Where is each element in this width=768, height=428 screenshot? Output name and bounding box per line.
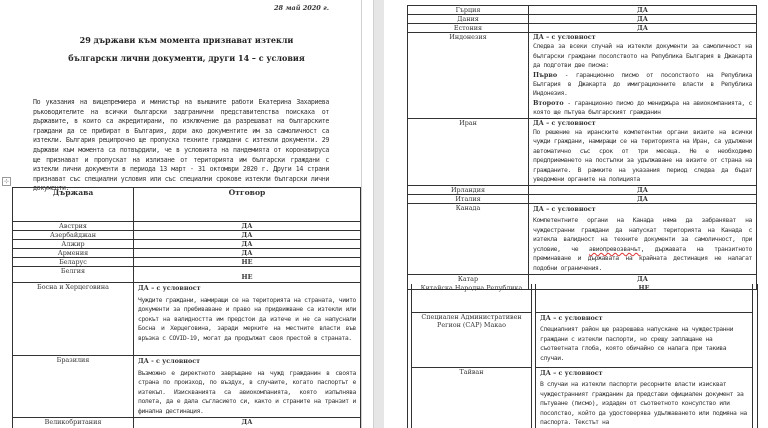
- answer-detail-first: [533, 71, 752, 99]
- answer-cell: ДА: [134, 222, 361, 231]
- detail-text: , държавата на транзитното преминаване и държавата на крайната дестинация не налагат подобни ограничения.: [533, 244, 753, 273]
- country-cell: Белгия: [13, 267, 134, 283]
- answer-label: ДА – с условност: [533, 118, 596, 127]
- second-text: - гаранционно писмо до мениджъра на авиокомпанията, с която ще пътува българският гражданин: [533, 98, 752, 117]
- country-cell: Босна и Херцеговина: [13, 283, 134, 356]
- table-row: [536, 367, 753, 428]
- spellcheck-flagged-word[interactable]: авиопревозвачът: [588, 244, 641, 253]
- answer-detail-second: [533, 99, 752, 118]
- answer-detail: Чуждите граждани, намиращи се на територията на страната, чиито документи за пребиваване и право на придвижване са изтекли или срокът на валидността им предстои да изтече и не са напуснали Босна и Херцеговина, заради мерките на местните власти във връзка с COVID-19, могат да продължат своя престой в страната.: [138, 295, 356, 342]
- table-row: [13, 240, 361, 249]
- countries-table-left: [12, 187, 361, 428]
- second-label: Второто: [533, 98, 564, 107]
- answer-detail: По решение на иранските компетентни органи визите на всички чужди граждани, намиращи се на територията на Иран, са удължени автоматично със срок от три месеца. Не е необходимо предприемането на постъпки за удължаване на визите от страна на гражданите. В рамките на указания период следва да бъдат уведомени органите на полицията: [533, 128, 752, 184]
- answer-cell: НЕ: [536, 284, 753, 312]
- table-row: [408, 33, 757, 119]
- intro-paragraph: По указания на вицепремиера и министър на външните работи Екатерина Захариева ръководителите на всички български задгранични представителства поискаха от държавите, в които са акредитирани, по изключение да разрешават на българските граждани да се прибират в България, дори ако документите им за самоличност са изтекли. България реципрочно ще пропуска техните граждани с изтекли документи. 29 държави към момента са потвърдили, че в условията на пандемията от коронавируса ще признават и пропускат на излизане от територията им български граждани с изтекли лични документи в периода 13 март - 31 октомври 2020 г. Други 14 страни признават със специални условия или със специални срокове изтекли български лични документи.: [33, 98, 329, 193]
- country-cell: Гърция: [408, 6, 529, 15]
- country-cell: Алжир: [13, 240, 134, 249]
- table-row: [408, 118, 757, 185]
- country-cell: Дания: [408, 15, 529, 24]
- table-row: [13, 356, 361, 418]
- answer-cell: [134, 283, 361, 356]
- page-edge-shadow: [361, 0, 362, 428]
- answer-cell: [529, 33, 757, 119]
- country-cell: Великобритания: [13, 418, 134, 428]
- table-row: [536, 312, 753, 367]
- document-title-line-2: български лични документи, други 14 – с условия: [68, 53, 305, 63]
- table-row: [13, 258, 361, 267]
- answer-cell: ДА: [529, 24, 757, 33]
- table-row: [408, 15, 757, 24]
- table-row: [408, 194, 757, 203]
- answer-cell: ДА: [134, 231, 361, 240]
- answer-cell: ДА: [529, 194, 757, 203]
- nested-table-answers: [535, 284, 753, 428]
- answer-cell: [529, 118, 757, 185]
- header-country: Държава: [13, 188, 134, 222]
- document-page-left: [0, 0, 373, 428]
- table-row: [408, 6, 757, 15]
- answer-detail: Специалният район ще разрешава напускане на чуждестранни граждани с изтекли паспорти, но срещу заплащане на съответната глоба, която обичайно се налага при такива случаи.: [540, 325, 734, 362]
- answer-cell: НЕ: [134, 258, 361, 267]
- answer-label: ДА – с условност: [540, 313, 603, 322]
- document-title-line-1: 29 държави към момента признават изтекли: [79, 35, 294, 45]
- table-row: [13, 249, 361, 258]
- answer-label: ДА – с условност: [533, 204, 596, 213]
- table-row: [408, 185, 757, 194]
- first-label: Първо: [533, 70, 558, 79]
- country-cell: Тайван: [412, 367, 532, 428]
- country-cell: Австрия: [13, 222, 134, 231]
- table-row: [13, 231, 361, 240]
- nested-table-countries: [411, 284, 532, 428]
- answer-cell: ДА: [529, 185, 757, 194]
- table-row: [13, 418, 361, 428]
- answer-cell: [134, 356, 361, 418]
- country-cell: Специален Административен Регион (САР) Макао: [412, 312, 532, 367]
- table-row: [13, 222, 361, 231]
- country-cell: Ирландия: [408, 185, 529, 194]
- header-answer: Отговор: [134, 188, 361, 222]
- table-row: [536, 284, 753, 312]
- table-row: [13, 267, 361, 283]
- first-text: - гаранционно писмо от посолството на Република България в Джакарта до имиграционните власти в Република Индонезия.: [533, 70, 752, 98]
- table-row: [408, 203, 757, 274]
- table-row: [412, 284, 532, 312]
- country-cell: Китайска Народна Република: [412, 284, 532, 312]
- country-cell: Катар: [408, 274, 529, 289]
- countries-table-right: [407, 5, 757, 290]
- table-row: [13, 283, 361, 356]
- country-cell: Канада: [408, 203, 529, 274]
- table-row: [408, 24, 757, 33]
- answer-cell: ДА: [134, 418, 361, 428]
- country-cell: Армения: [13, 249, 134, 258]
- answer-cell: [536, 367, 753, 428]
- table-header-row: [13, 188, 361, 222]
- country-cell: Бразилия: [13, 356, 134, 418]
- answer-label: ДА – с условност: [533, 33, 596, 41]
- answer-detail: Възможно е директното завръщане на чужд гражданин в своята страна по произход, по въздух, в случаите, когато паспортът е изтекъл. Изискванията са авиокомпанията, която изпълнява полета, да е дала съгласието си, както и страните на транзит и финална дестинация.: [138, 368, 356, 415]
- answer-detail: [533, 216, 752, 274]
- answer-cell: ДА: [134, 240, 361, 249]
- country-cell: Беларус: [13, 258, 134, 267]
- answer-detail: В случаи на изтекли паспорти ресорните власти изискват чуждестранният гражданин да представи официален документ за пътуване (писмо), издаден от съответното консулство или посолство, който да удостоверява удължаването или подмяна на паспорта. Текстът на: [540, 380, 747, 427]
- country-cell: Естония: [408, 24, 529, 33]
- country-cell: Италия: [408, 194, 529, 203]
- table-row: [412, 312, 532, 367]
- answer-label: ДА - с условност: [138, 357, 201, 365]
- table-row: [412, 367, 532, 428]
- answer-cell: ДА: [529, 274, 757, 289]
- country-cell: Индонезия: [408, 33, 529, 119]
- answer-label: ДА – с условност: [540, 368, 603, 377]
- answer-cell: НЕ: [134, 267, 361, 283]
- country-cell: Иран: [408, 118, 529, 185]
- answer-cell: ДА: [529, 15, 757, 24]
- country-cell: Азербайджан: [13, 231, 134, 240]
- table-move-handle-icon[interactable]: ⊹: [3, 178, 10, 185]
- page-edge-shadow: [373, 0, 374, 428]
- answer-label: ДА – с условност: [138, 284, 201, 292]
- document-date: 28 май 2020 г.: [274, 4, 329, 12]
- answer-cell: [529, 203, 757, 274]
- answer-cell: [536, 312, 753, 367]
- answer-detail: Следва за всеки случай на изтекли документи за самоличност на български граждани посолството на Република България в Джакарта да подготви две писма:: [533, 42, 752, 70]
- answer-cell: ДА: [134, 249, 361, 258]
- answer-cell: ДА: [529, 6, 757, 15]
- detail-text: Компетентните органи на Канада няма да забраняват на чуждестранни граждани да напускат територията на Канада с изтекла валидност на техните документи за самоличност, при условие, че: [533, 216, 752, 253]
- document-page-right: [384, 0, 768, 428]
